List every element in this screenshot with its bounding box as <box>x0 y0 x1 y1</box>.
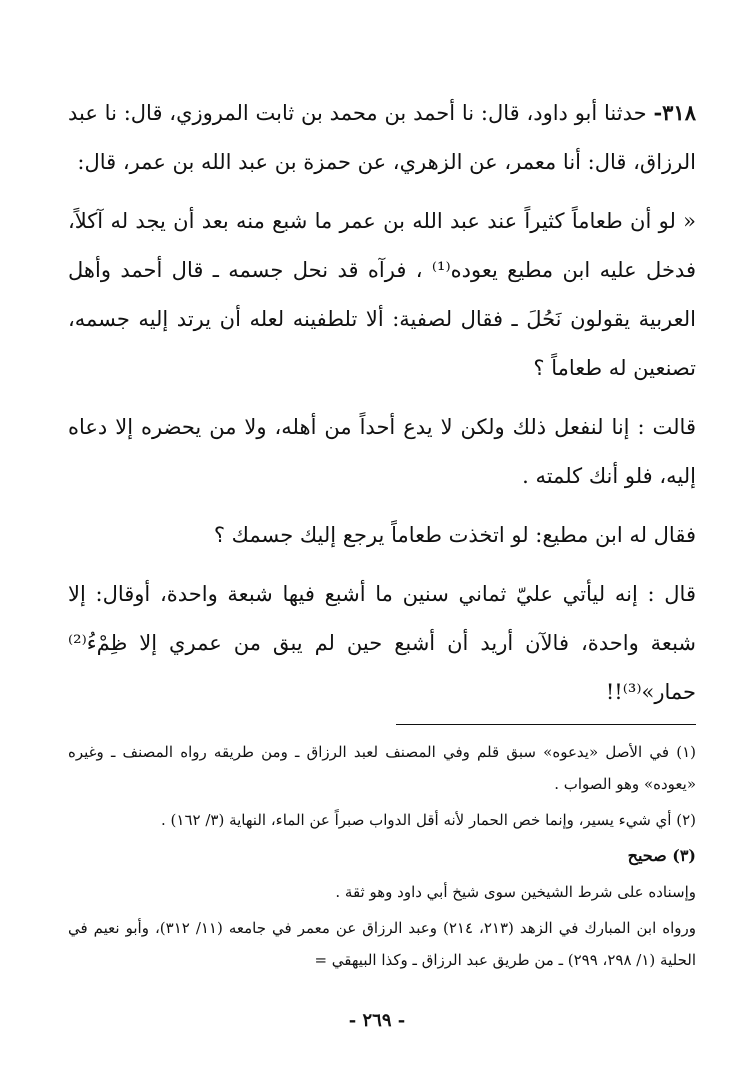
hadith-isnad-paragraph <box>68 88 696 187</box>
footnote-2: (٢) أي شيء يسير، وإنما خص الحمار لأنه أقل الدواب صبراً عن الماء، النهاية (٣/ ١٦٢) . <box>161 811 696 829</box>
page-number: - ٢٦٩ - <box>348 1010 406 1031</box>
footnote-divider <box>396 724 696 725</box>
hadith-paragraph-1: « لو أن طعاماً كثيراً عند عبد الله بن عمر ما شبع منه بعد أن يجد له آكلاً، فدخل عليه ابن مطيع يعوده⁽¹⁾ ، فرآه قد نحل جسمه ـ قال أحمد وأهل العربية يقولون نَحُلَ ـ فقال لصفية: ألا تلطفينه لعله أن يرتد إليه جسمه، تصنعين له طعاماً ؟ <box>68 209 696 380</box>
hadith-paragraph-2: قالت : إنا لنفعل ذلك ولكن لا يدع أحداً من أهله، ولا من يحضره إلا دعاه إليه، فلو أنك كلمته . <box>68 415 696 488</box>
hadith-paragraph-4: قال : إنه ليأتي عليّ ثماني سنين ما أشبع فيها شبعة واحدة، أوقال: إلا شبعة واحدة، فالآن أريد أن أشبع حين لم يبق من عمري إلا ظِمْءُ⁽²⁾ حمار»⁽³⁾!! <box>68 582 696 704</box>
footnote-3-line-2: ورواه ابن المبارك في الزهد (٢١٣، ٢١٤) وعبد الرزاق عن معمر في جامعه (١١/ ٣١٢)، وأبو نعيم في الحلية (١/ ٢٩٨، ٢٩٩) ـ من طريق عبد الرزاق ـ وكذا البيهقي = <box>68 919 697 969</box>
footnote-1: (١) في الأصل «يدعوه» سبق قلم وفي المصنف لعبد الرزاق ـ ومن طريقه رواه المصنف ـ وغيره «يعوده» وهو الصواب . <box>68 743 696 793</box>
hadith-number: ٣١٨- <box>653 100 696 125</box>
footnote-3-heading: (٣) صحيح <box>627 846 696 865</box>
footnote-3-line-1: وإسناده على شرط الشيخين سوى شيخ أبي داود وهو ثقة . <box>335 883 696 901</box>
hadith-isnad: حدثنا أبو داود، قال: نا أحمد بن محمد بن ثابت المروزي، قال: نا عبد الرزاق، قال: أنا معمر، عن الزهري، عن حمزة بن عبد الله بن عمر، قال: <box>68 101 696 174</box>
main-text <box>68 88 696 717</box>
hadith-paragraph-3: فقال له ابن مطيع: لو اتخذت طعاماً يرجع إليك جسمك ؟ <box>213 523 696 547</box>
footnotes <box>68 736 696 976</box>
